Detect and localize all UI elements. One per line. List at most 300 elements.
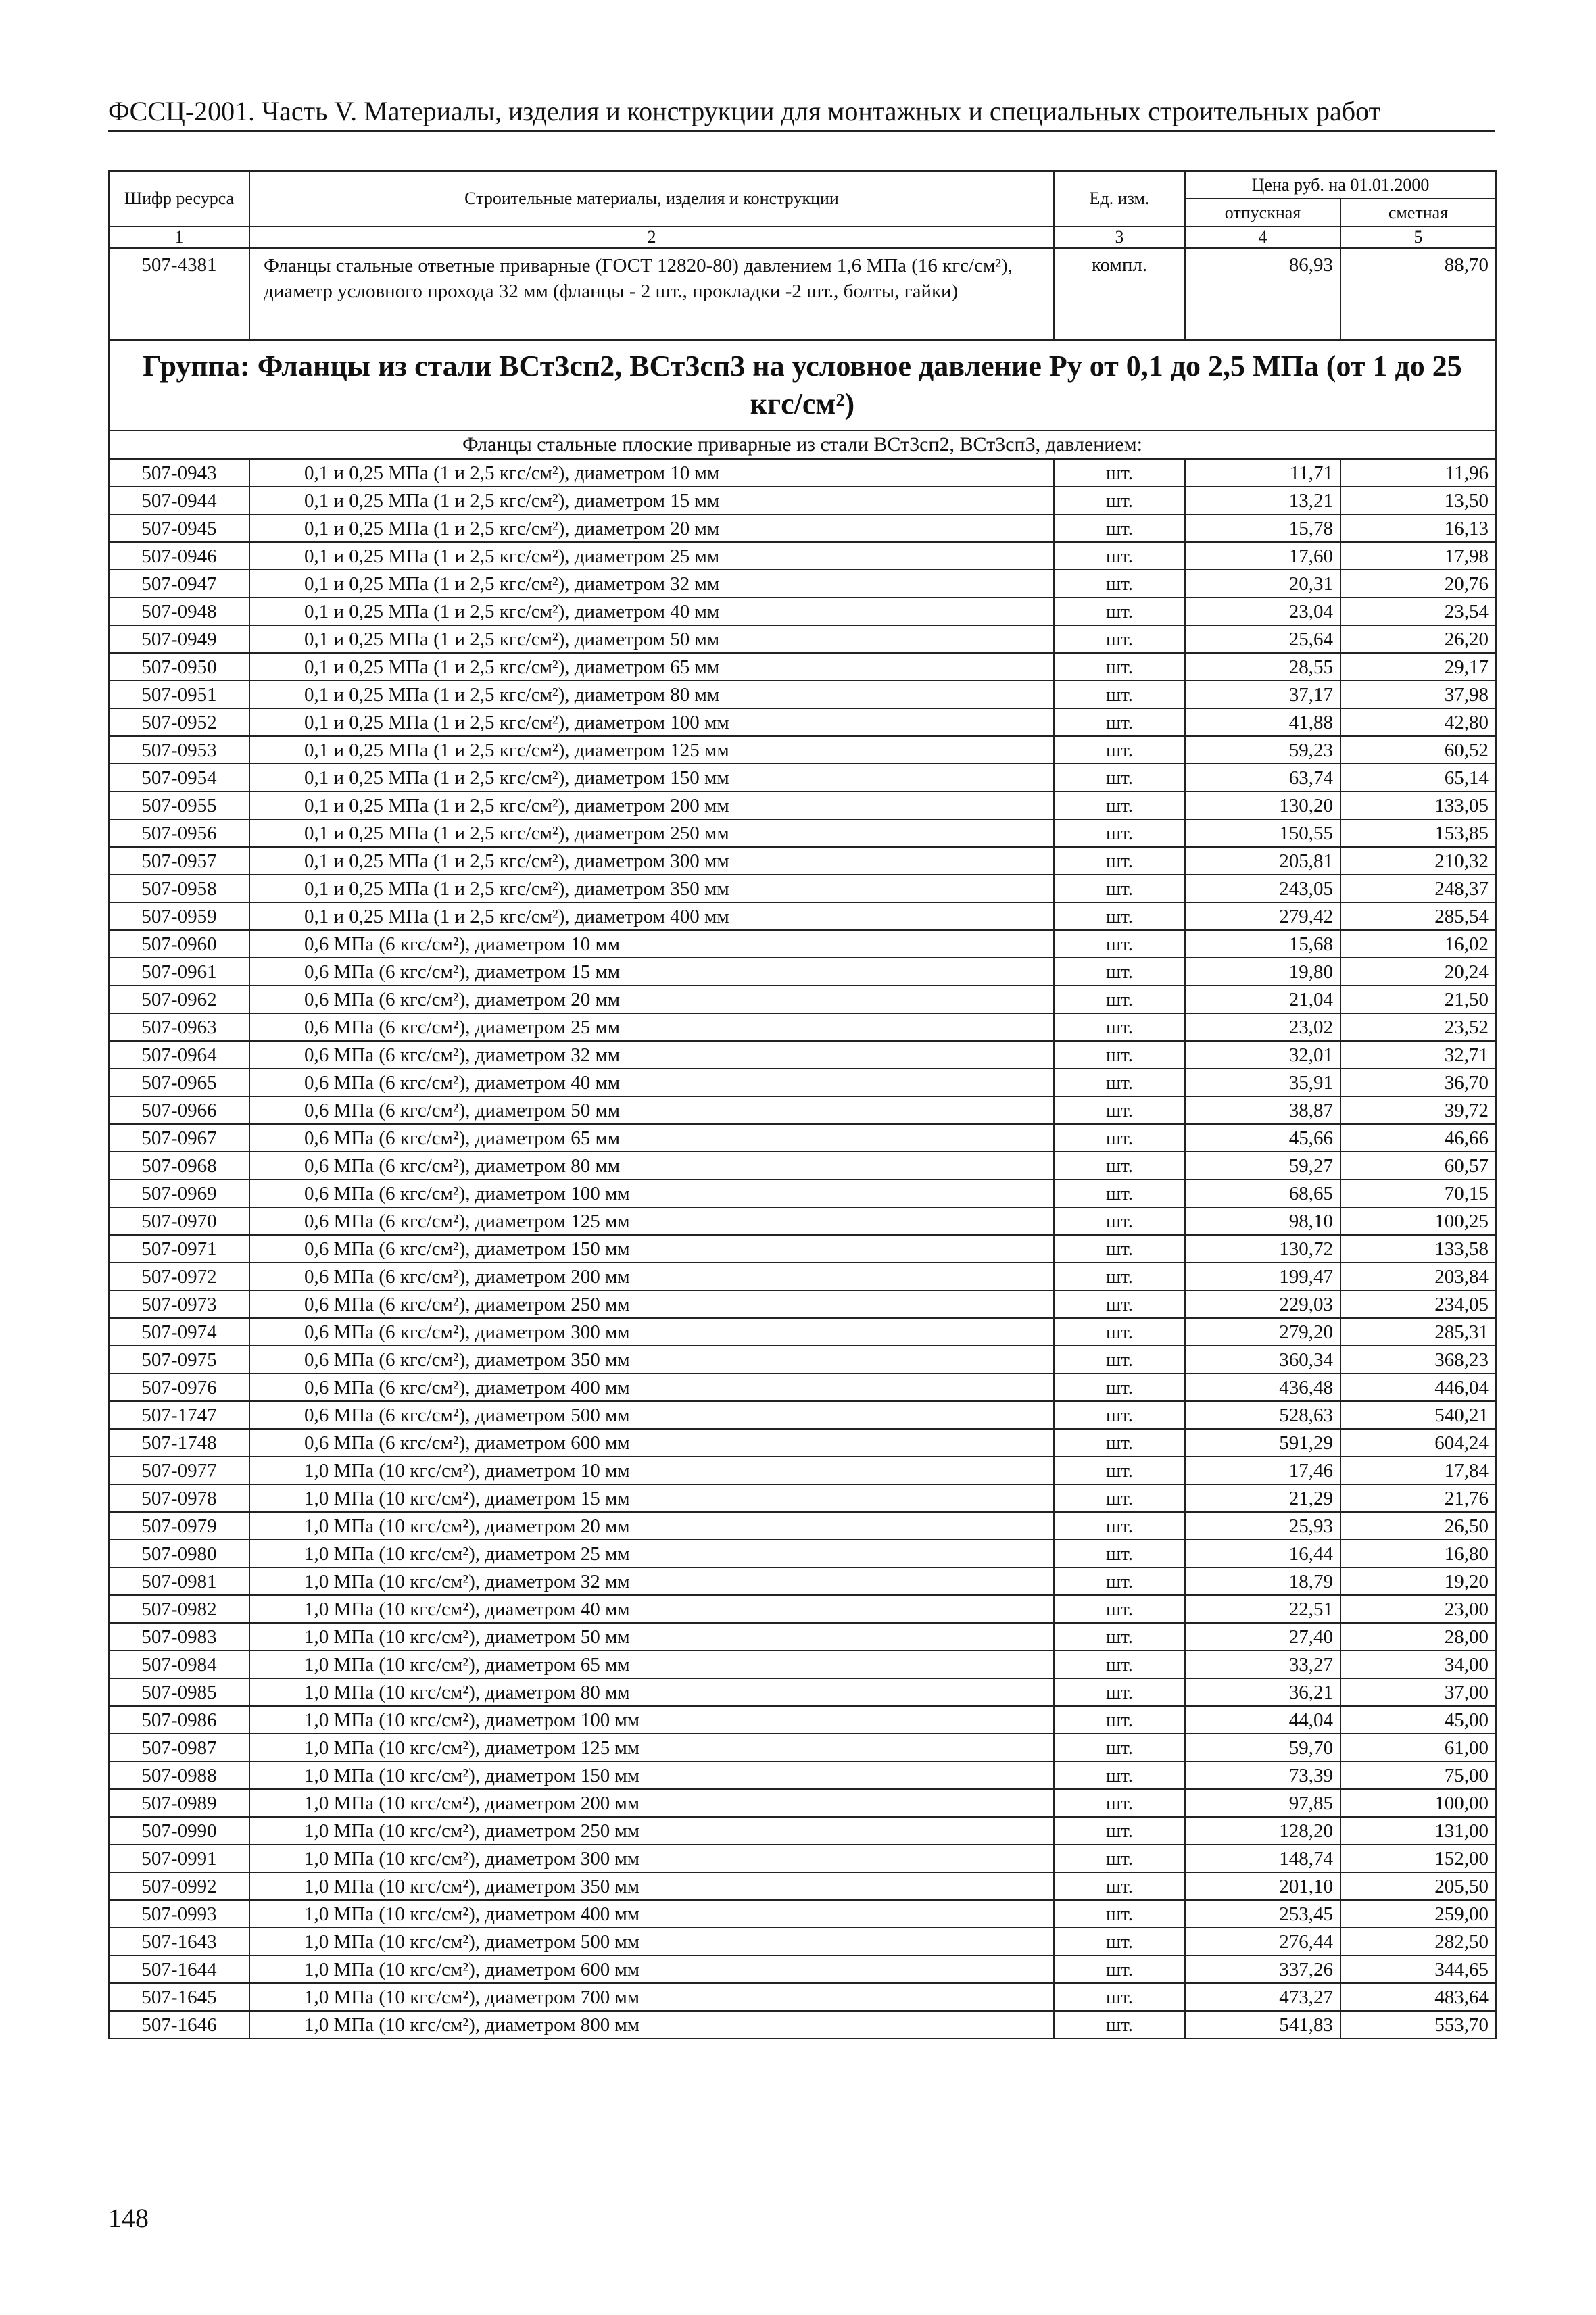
unit-cell: шт.: [1054, 1013, 1185, 1041]
table-row: [109, 958, 1496, 985]
unit-cell: шт.: [1054, 1429, 1185, 1457]
code-cell: 507-0972: [109, 1263, 249, 1290]
table-row: [109, 1457, 1496, 1484]
column-number: 2: [249, 226, 1054, 248]
release-price-cell: 44,04: [1185, 1706, 1340, 1734]
code-cell: 507-1644: [109, 1955, 249, 1983]
estimate-price-cell: 45,00: [1340, 1706, 1496, 1734]
release-price-cell: 541,83: [1185, 2011, 1340, 2039]
unit-cell: шт.: [1054, 1540, 1185, 1567]
estimate-price-cell: 282,50: [1340, 1928, 1496, 1955]
table-row: [109, 598, 1496, 625]
code-cell: 507-0968: [109, 1152, 249, 1179]
estimate-price-cell: 133,58: [1340, 1235, 1496, 1263]
code-cell: 507-0985: [109, 1678, 249, 1706]
table-row: [109, 1678, 1496, 1706]
table-row: [109, 1429, 1496, 1457]
description-cell: 0,6 МПа (6 кгс/см²), диаметром 300 мм: [249, 1318, 1054, 1346]
description-cell: 1,0 МПа (10 кгс/см²), диаметром 150 мм: [249, 1761, 1054, 1789]
release-price-cell: 150,55: [1185, 819, 1340, 847]
table-row: [109, 1540, 1496, 1567]
unit-cell: шт.: [1054, 1872, 1185, 1900]
description-cell: 1,0 МПа (10 кгс/см²), диаметром 200 мм: [249, 1789, 1054, 1817]
release-price-cell: 98,10: [1185, 1207, 1340, 1235]
code-cell: 507-0979: [109, 1512, 249, 1540]
description-cell: 1,0 МПа (10 кгс/см²), диаметром 32 мм: [249, 1567, 1054, 1595]
estimate-price-cell: 131,00: [1340, 1817, 1496, 1845]
description-cell: 1,0 МПа (10 кгс/см²), диаметром 300 мм: [249, 1845, 1054, 1872]
estimate-price-cell: 16,02: [1340, 930, 1496, 958]
table-row: [109, 902, 1496, 930]
description-cell: 0,6 МПа (6 кгс/см²), диаметром 100 мм: [249, 1179, 1054, 1207]
description-cell: 0,1 и 0,25 МПа (1 и 2,5 кгс/см²), диаметром 10 мм: [249, 459, 1054, 487]
code-cell: 507-0970: [109, 1207, 249, 1235]
description-cell: 1,0 МПа (10 кгс/см²), диаметром 700 мм: [249, 1983, 1054, 2011]
code-cell: 507-1643: [109, 1928, 249, 1955]
unit-cell: шт.: [1054, 1069, 1185, 1096]
release-price-cell: 97,85: [1185, 1789, 1340, 1817]
code-cell: 507-0952: [109, 708, 249, 736]
description-cell: 1,0 МПа (10 кгс/см²), диаметром 250 мм: [249, 1817, 1054, 1845]
estimate-price-cell: 65,14: [1340, 764, 1496, 791]
unit-cell: шт.: [1054, 930, 1185, 958]
estimate-price-cell: 42,80: [1340, 708, 1496, 736]
unit-cell: шт.: [1054, 985, 1185, 1013]
release-price-cell: 45,66: [1185, 1124, 1340, 1152]
table-row: [109, 1152, 1496, 1179]
code-cell: 507-0960: [109, 930, 249, 958]
code-cell: 507-0983: [109, 1623, 249, 1651]
column-number: 1: [109, 226, 249, 248]
release-price-cell: 279,42: [1185, 902, 1340, 930]
code-cell: 507-0980: [109, 1540, 249, 1567]
description-cell: 0,1 и 0,25 МПа (1 и 2,5 кгс/см²), диаметром 40 мм: [249, 598, 1054, 625]
release-price-cell: 15,78: [1185, 514, 1340, 542]
header-code: Шифр ресурса: [109, 171, 249, 226]
release-price-cell: 473,27: [1185, 1983, 1340, 2011]
release-price-cell: 63,74: [1185, 764, 1340, 791]
estimate-price-cell: 23,52: [1340, 1013, 1496, 1041]
description-cell: 1,0 МПа (10 кгс/см²), диаметром 80 мм: [249, 1678, 1054, 1706]
code-cell: 507-0971: [109, 1235, 249, 1263]
table-row: [109, 1955, 1496, 1983]
release-price-cell: 22,51: [1185, 1595, 1340, 1623]
table-row: [109, 1595, 1496, 1623]
unit-cell: шт.: [1054, 791, 1185, 819]
price-table-container: [108, 170, 1495, 2039]
code-cell: 507-0987: [109, 1734, 249, 1761]
release-price-cell: 18,79: [1185, 1567, 1340, 1595]
unit-cell: шт.: [1054, 1983, 1185, 2011]
estimate-price-cell: 88,70: [1340, 248, 1496, 340]
description-cell: 0,1 и 0,25 МПа (1 и 2,5 кгс/см²), диаметром 200 мм: [249, 791, 1054, 819]
code-cell: 507-0957: [109, 847, 249, 875]
code-cell: 507-0981: [109, 1567, 249, 1595]
release-price-cell: 15,68: [1185, 930, 1340, 958]
code-cell: 507-0977: [109, 1457, 249, 1484]
table-row: [109, 985, 1496, 1013]
table-row: [109, 1706, 1496, 1734]
release-price-cell: 17,46: [1185, 1457, 1340, 1484]
table-row: [109, 1983, 1496, 2011]
estimate-price-cell: 23,54: [1340, 598, 1496, 625]
code-cell: 507-4381: [109, 248, 249, 340]
unit-cell: шт.: [1054, 570, 1185, 598]
release-price-cell: 16,44: [1185, 1540, 1340, 1567]
release-price-cell: 243,05: [1185, 875, 1340, 902]
estimate-price-cell: 100,25: [1340, 1207, 1496, 1235]
code-cell: 507-0976: [109, 1373, 249, 1401]
description-cell: 0,6 МПа (6 кгс/см²), диаметром 25 мм: [249, 1013, 1054, 1041]
release-price-cell: 130,72: [1185, 1235, 1340, 1263]
release-price-cell: 436,48: [1185, 1373, 1340, 1401]
subgroup-title: Фланцы стальные плоские приварные из стали ВСт3сп2, ВСт3сп3, давлением:: [109, 431, 1496, 459]
code-cell: 507-0975: [109, 1346, 249, 1373]
code-cell: 507-0986: [109, 1706, 249, 1734]
column-number-row: [109, 226, 1496, 248]
description-cell: 0,1 и 0,25 МПа (1 и 2,5 кгс/см²), диаметром 300 мм: [249, 847, 1054, 875]
unit-cell: шт.: [1054, 1346, 1185, 1373]
code-cell: 507-0967: [109, 1124, 249, 1152]
release-price-cell: 128,20: [1185, 1817, 1340, 1845]
unit-cell: шт.: [1054, 625, 1185, 653]
page-number: 148: [108, 2203, 149, 2233]
column-number: 3: [1054, 226, 1185, 248]
estimate-price-cell: 153,85: [1340, 819, 1496, 847]
estimate-price-cell: 36,70: [1340, 1069, 1496, 1096]
code-cell: 507-0958: [109, 875, 249, 902]
release-price-cell: 23,04: [1185, 598, 1340, 625]
table-row: [109, 708, 1496, 736]
description-cell: 1,0 МПа (10 кгс/см²), диаметром 20 мм: [249, 1512, 1054, 1540]
release-price-cell: 276,44: [1185, 1928, 1340, 1955]
description-cell: 0,1 и 0,25 МПа (1 и 2,5 кгс/см²), диаметром 250 мм: [249, 819, 1054, 847]
description-cell: 0,1 и 0,25 МПа (1 и 2,5 кгс/см²), диаметром 25 мм: [249, 542, 1054, 570]
unit-cell: шт.: [1054, 1706, 1185, 1734]
description-cell: 1,0 МПа (10 кгс/см²), диаметром 15 мм: [249, 1484, 1054, 1512]
unit-cell: шт.: [1054, 2011, 1185, 2039]
table-row: [109, 1734, 1496, 1761]
code-cell: 507-0946: [109, 542, 249, 570]
estimate-price-cell: 28,00: [1340, 1623, 1496, 1651]
release-price-cell: 17,60: [1185, 542, 1340, 570]
description-cell: 0,1 и 0,25 МПа (1 и 2,5 кгс/см²), диаметром 125 мм: [249, 736, 1054, 764]
estimate-price-cell: 16,13: [1340, 514, 1496, 542]
description-cell: 0,1 и 0,25 МПа (1 и 2,5 кгс/см²), диаметром 100 мм: [249, 708, 1054, 736]
estimate-price-cell: 37,98: [1340, 681, 1496, 708]
release-price-cell: 20,31: [1185, 570, 1340, 598]
description-cell: 0,1 и 0,25 МПа (1 и 2,5 кгс/см²), диаметром 32 мм: [249, 570, 1054, 598]
table-row: [109, 1207, 1496, 1235]
subgroup-title-row: [109, 431, 1496, 459]
release-price-cell: 205,81: [1185, 847, 1340, 875]
table-row: [109, 1179, 1496, 1207]
release-price-cell: 36,21: [1185, 1678, 1340, 1706]
estimate-price-cell: 46,66: [1340, 1124, 1496, 1152]
description-cell: 0,1 и 0,25 МПа (1 и 2,5 кгс/см²), диаметром 400 мм: [249, 902, 1054, 930]
description-cell: 0,6 МПа (6 кгс/см²), диаметром 500 мм: [249, 1401, 1054, 1429]
table-row: [109, 1928, 1496, 1955]
estimate-price-cell: 553,70: [1340, 2011, 1496, 2039]
estimate-price-cell: 13,50: [1340, 487, 1496, 514]
description-cell: 0,1 и 0,25 МПа (1 и 2,5 кгс/см²), диаметром 65 мм: [249, 653, 1054, 681]
description-cell: 0,6 МПа (6 кгс/см²), диаметром 400 мм: [249, 1373, 1054, 1401]
table-row: [109, 1290, 1496, 1318]
table-row: [109, 1096, 1496, 1124]
code-cell: 507-0947: [109, 570, 249, 598]
code-cell: 507-0955: [109, 791, 249, 819]
price-table: [108, 170, 1497, 2039]
table-row: [109, 1318, 1496, 1346]
estimate-price-cell: 368,23: [1340, 1346, 1496, 1373]
release-price-cell: 19,80: [1185, 958, 1340, 985]
release-price-cell: 25,93: [1185, 1512, 1340, 1540]
unit-cell: шт.: [1054, 1096, 1185, 1124]
table-row: [109, 1263, 1496, 1290]
release-price-cell: 279,20: [1185, 1318, 1340, 1346]
unit-cell: шт.: [1054, 1789, 1185, 1817]
description-cell: 1,0 МПа (10 кгс/см²), диаметром 100 мм: [249, 1706, 1054, 1734]
unit-cell: шт.: [1054, 1373, 1185, 1401]
description-cell: 0,1 и 0,25 МПа (1 и 2,5 кгс/см²), диаметром 350 мм: [249, 875, 1054, 902]
table-row: [109, 764, 1496, 791]
code-cell: 507-0956: [109, 819, 249, 847]
release-price-cell: 86,93: [1185, 248, 1340, 340]
code-cell: 507-0944: [109, 487, 249, 514]
estimate-price-cell: 259,00: [1340, 1900, 1496, 1928]
unit-cell: шт.: [1054, 487, 1185, 514]
code-cell: 507-0950: [109, 653, 249, 681]
code-cell: 507-0990: [109, 1817, 249, 1845]
description-cell: 1,0 МПа (10 кгс/см²), диаметром 65 мм: [249, 1651, 1054, 1678]
description-cell: 0,6 МПа (6 кгс/см²), диаметром 50 мм: [249, 1096, 1054, 1124]
code-cell: 507-0948: [109, 598, 249, 625]
table-row: [109, 1484, 1496, 1512]
estimate-price-cell: 60,57: [1340, 1152, 1496, 1179]
table-row: [109, 1900, 1496, 1928]
code-cell: 507-0951: [109, 681, 249, 708]
table-row: [109, 653, 1496, 681]
code-cell: 507-0973: [109, 1290, 249, 1318]
code-cell: 507-0963: [109, 1013, 249, 1041]
code-cell: 507-0969: [109, 1179, 249, 1207]
estimate-price-cell: 26,20: [1340, 625, 1496, 653]
release-price-cell: 59,23: [1185, 736, 1340, 764]
code-cell: 507-1646: [109, 2011, 249, 2039]
table-row: [109, 736, 1496, 764]
release-price-cell: 148,74: [1185, 1845, 1340, 1872]
table-row: [109, 1069, 1496, 1096]
unit-cell: шт.: [1054, 1845, 1185, 1872]
code-cell: 507-0991: [109, 1845, 249, 1872]
estimate-price-cell: 483,64: [1340, 1983, 1496, 2011]
release-price-cell: 229,03: [1185, 1290, 1340, 1318]
estimate-price-cell: 75,00: [1340, 1761, 1496, 1789]
unit-cell: шт.: [1054, 1900, 1185, 1928]
description-cell: 1,0 МПа (10 кгс/см²), диаметром 50 мм: [249, 1623, 1054, 1651]
description-cell: 0,6 МПа (6 кгс/см²), диаметром 32 мм: [249, 1041, 1054, 1069]
unit-cell: шт.: [1054, 958, 1185, 985]
unit-cell: шт.: [1054, 459, 1185, 487]
release-price-cell: 21,04: [1185, 985, 1340, 1013]
release-price-cell: 35,91: [1185, 1069, 1340, 1096]
unit-cell: шт.: [1054, 1595, 1185, 1623]
estimate-price-cell: 23,00: [1340, 1595, 1496, 1623]
estimate-price-cell: 133,05: [1340, 791, 1496, 819]
unit-cell: шт.: [1054, 1734, 1185, 1761]
unit-cell: шт.: [1054, 1124, 1185, 1152]
unit-cell: шт.: [1054, 819, 1185, 847]
estimate-price-cell: 100,00: [1340, 1789, 1496, 1817]
estimate-price-cell: 205,50: [1340, 1872, 1496, 1900]
code-cell: 507-0984: [109, 1651, 249, 1678]
table-row: [109, 1845, 1496, 1872]
estimate-price-cell: 37,00: [1340, 1678, 1496, 1706]
description-cell: 0,6 МПа (6 кгс/см²), диаметром 10 мм: [249, 930, 1054, 958]
release-price-cell: 337,26: [1185, 1955, 1340, 1983]
table-row: [109, 1512, 1496, 1540]
table-row: [109, 847, 1496, 875]
estimate-price-cell: 70,15: [1340, 1179, 1496, 1207]
release-price-cell: 253,45: [1185, 1900, 1340, 1928]
code-cell: 507-0954: [109, 764, 249, 791]
table-row: [109, 1346, 1496, 1373]
description-cell: 0,1 и 0,25 МПа (1 и 2,5 кгс/см²), диаметром 80 мм: [249, 681, 1054, 708]
description-cell: 0,6 МПа (6 кгс/см²), диаметром 15 мм: [249, 958, 1054, 985]
unit-cell: компл.: [1054, 248, 1185, 340]
table-row: [109, 875, 1496, 902]
unit-cell: шт.: [1054, 1041, 1185, 1069]
release-price-cell: 32,01: [1185, 1041, 1340, 1069]
unit-cell: шт.: [1054, 1318, 1185, 1346]
release-price-cell: 38,87: [1185, 1096, 1340, 1124]
unit-cell: шт.: [1054, 1928, 1185, 1955]
unit-cell: шт.: [1054, 1512, 1185, 1540]
unit-cell: шт.: [1054, 1955, 1185, 1983]
unit-cell: шт.: [1054, 1678, 1185, 1706]
description-cell: 0,6 МПа (6 кгс/см²), диаметром 350 мм: [249, 1346, 1054, 1373]
unit-cell: шт.: [1054, 1651, 1185, 1678]
description-cell: 0,1 и 0,25 МПа (1 и 2,5 кгс/см²), диаметром 15 мм: [249, 487, 1054, 514]
code-cell: 507-0943: [109, 459, 249, 487]
code-cell: 507-0978: [109, 1484, 249, 1512]
estimate-price-cell: 17,84: [1340, 1457, 1496, 1484]
unit-cell: шт.: [1054, 764, 1185, 791]
header-description: Строительные материалы, изделия и конструкции: [249, 171, 1054, 226]
description-cell: 0,1 и 0,25 МПа (1 и 2,5 кгс/см²), диаметром 50 мм: [249, 625, 1054, 653]
estimate-price-cell: 11,96: [1340, 459, 1496, 487]
description-cell: 0,6 МПа (6 кгс/см²), диаметром 80 мм: [249, 1152, 1054, 1179]
unit-cell: шт.: [1054, 1623, 1185, 1651]
column-number: 5: [1340, 226, 1496, 248]
estimate-price-cell: 60,52: [1340, 736, 1496, 764]
code-cell: 507-0974: [109, 1318, 249, 1346]
estimate-price-cell: 21,50: [1340, 985, 1496, 1013]
description-cell: 0,6 МПа (6 кгс/см²), диаметром 600 мм: [249, 1429, 1054, 1457]
code-cell: 507-0964: [109, 1041, 249, 1069]
code-cell: 507-0965: [109, 1069, 249, 1096]
unit-cell: шт.: [1054, 1761, 1185, 1789]
table-row: [109, 1401, 1496, 1429]
estimate-price-cell: 20,24: [1340, 958, 1496, 985]
column-number: 4: [1185, 226, 1340, 248]
code-cell: 507-0966: [109, 1096, 249, 1124]
code-cell: 507-1747: [109, 1401, 249, 1429]
estimate-price-cell: 604,24: [1340, 1429, 1496, 1457]
estimate-price-cell: 26,50: [1340, 1512, 1496, 1540]
code-cell: 507-0959: [109, 902, 249, 930]
unit-cell: шт.: [1054, 514, 1185, 542]
code-cell: 507-0988: [109, 1761, 249, 1789]
estimate-price-cell: 234,05: [1340, 1290, 1496, 1318]
release-price-cell: 59,27: [1185, 1152, 1340, 1179]
description-cell: 0,6 МПа (6 кгс/см²), диаметром 125 мм: [249, 1207, 1054, 1235]
code-cell: 507-0962: [109, 985, 249, 1013]
code-cell: 507-1645: [109, 1983, 249, 2011]
estimate-price-cell: 39,72: [1340, 1096, 1496, 1124]
unit-cell: шт.: [1054, 598, 1185, 625]
description-cell: 1,0 МПа (10 кгс/см²), диаметром 350 мм: [249, 1872, 1054, 1900]
unit-cell: шт.: [1054, 1235, 1185, 1263]
release-price-cell: 33,27: [1185, 1651, 1340, 1678]
table-row: [109, 1567, 1496, 1595]
code-cell: 507-0945: [109, 514, 249, 542]
code-cell: 507-0989: [109, 1789, 249, 1817]
header-price-estimate: сметная: [1340, 199, 1496, 226]
release-price-cell: 37,17: [1185, 681, 1340, 708]
estimate-price-cell: 32,71: [1340, 1041, 1496, 1069]
description-cell: 0,6 МПа (6 кгс/см²), диаметром 65 мм: [249, 1124, 1054, 1152]
table-row: [109, 625, 1496, 653]
unit-cell: шт.: [1054, 681, 1185, 708]
release-price-cell: 59,70: [1185, 1734, 1340, 1761]
description-cell: 1,0 МПа (10 кгс/см²), диаметром 40 мм: [249, 1595, 1054, 1623]
estimate-price-cell: 19,20: [1340, 1567, 1496, 1595]
unit-cell: шт.: [1054, 1817, 1185, 1845]
estimate-price-cell: 20,76: [1340, 570, 1496, 598]
code-cell: 507-0982: [109, 1595, 249, 1623]
release-price-cell: 25,64: [1185, 625, 1340, 653]
estimate-price-cell: 210,32: [1340, 847, 1496, 875]
estimate-price-cell: 152,00: [1340, 1845, 1496, 1872]
unit-cell: шт.: [1054, 875, 1185, 902]
release-price-cell: 21,29: [1185, 1484, 1340, 1512]
table-row: [109, 930, 1496, 958]
unit-cell: шт.: [1054, 1484, 1185, 1512]
table-row: [109, 459, 1496, 487]
description-cell: 1,0 МПа (10 кгс/см²), диаметром 125 мм: [249, 1734, 1054, 1761]
estimate-price-cell: 446,04: [1340, 1373, 1496, 1401]
unit-cell: шт.: [1054, 736, 1185, 764]
estimate-price-cell: 29,17: [1340, 653, 1496, 681]
release-price-cell: 68,65: [1185, 1179, 1340, 1207]
description-cell: 0,6 МПа (6 кгс/см²), диаметром 150 мм: [249, 1235, 1054, 1263]
description-cell: 1,0 МПа (10 кгс/см²), диаметром 800 мм: [249, 2011, 1054, 2039]
release-price-cell: 360,34: [1185, 1346, 1340, 1373]
table-row: [109, 487, 1496, 514]
table-row: [109, 542, 1496, 570]
description-cell: 0,6 МПа (6 кгс/см²), диаметром 250 мм: [249, 1290, 1054, 1318]
description-cell: 0,6 МПа (6 кгс/см²), диаметром 20 мм: [249, 985, 1054, 1013]
unit-cell: шт.: [1054, 653, 1185, 681]
table-row: [109, 248, 1496, 340]
code-cell: 507-0949: [109, 625, 249, 653]
unit-cell: шт.: [1054, 1179, 1185, 1207]
table-row: [109, 1789, 1496, 1817]
release-price-cell: 528,63: [1185, 1401, 1340, 1429]
release-price-cell: 199,47: [1185, 1263, 1340, 1290]
unit-cell: шт.: [1054, 1401, 1185, 1429]
